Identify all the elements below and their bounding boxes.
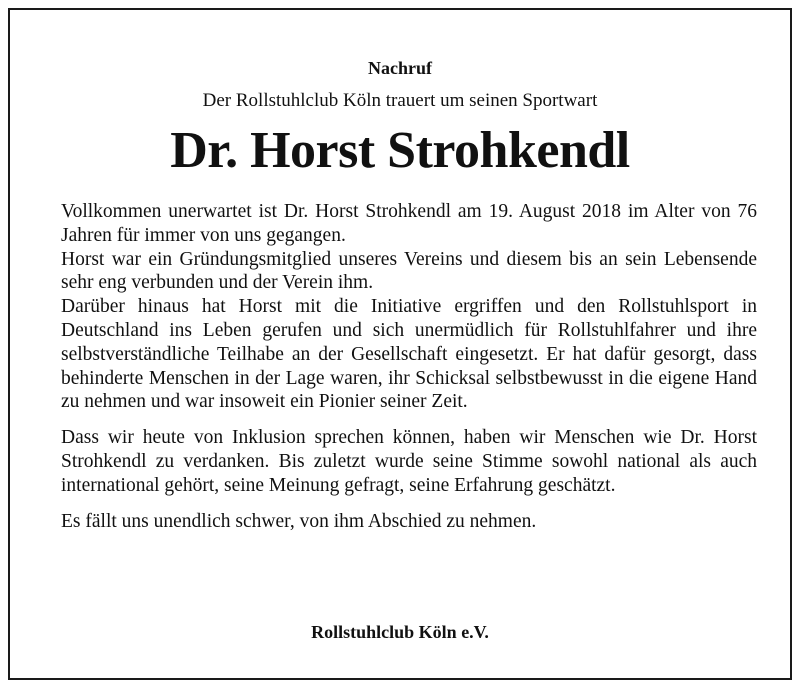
- notice-label: Nachruf: [368, 58, 432, 78]
- notice-subtitle: Der Rollstuhlclub Köln trauert um seinen Sportwart: [202, 90, 598, 111]
- paragraph-inclusion: Dass wir heute von Inklusion sprechen können, haben wir Menschen wie Dr. Horst Strohkendl zu verdanken. Bis zuletzt wurde seine Stimme sowohl national als auch international gehört, seine Meinung gefragt, seine Erfahrung geschätzt.: [61, 427, 757, 496]
- paragraph-farewell: Es fällt uns unendlich schwer, von ihm Abschied zu nehmen.: [61, 510, 537, 532]
- notice-body: [61, 200, 757, 533]
- obituary-notice: [8, 8, 792, 680]
- club-signature: Rollstuhlclub Köln e.V.: [311, 622, 489, 642]
- paragraph-passing: Vollkommen unerwartet ist Dr. Horst Strohkendl am 19. August 2018 im Alter von 76 Jahren für immer von uns gegangen.: [61, 201, 757, 246]
- paragraph-founding-member: Horst war ein Gründungsmitglied unseres Vereins und diesem bis an sein Lebensende sehr eng verbunden und der Verein ihm.: [61, 248, 757, 294]
- deceased-name: Dr. Horst Strohkendl: [170, 122, 630, 179]
- paragraph-initiative: Darüber hinaus hat Horst mit die Initiative ergriffen und den Rollstuhlsport in Deutschland ins Leben gerufen und sich unermüdlich für Rollstuhlfahrer und ihre selbstverständliche Teilhabe an der Gesellschaft eingesetzt. Er hat dafür gesorgt, dass behinderte Menschen in der Lage waren, ihr Schicksal selbstbewusst in die eigene Hand zu nehmen und war insoweit ein Pionier seiner Zeit.: [61, 296, 757, 413]
